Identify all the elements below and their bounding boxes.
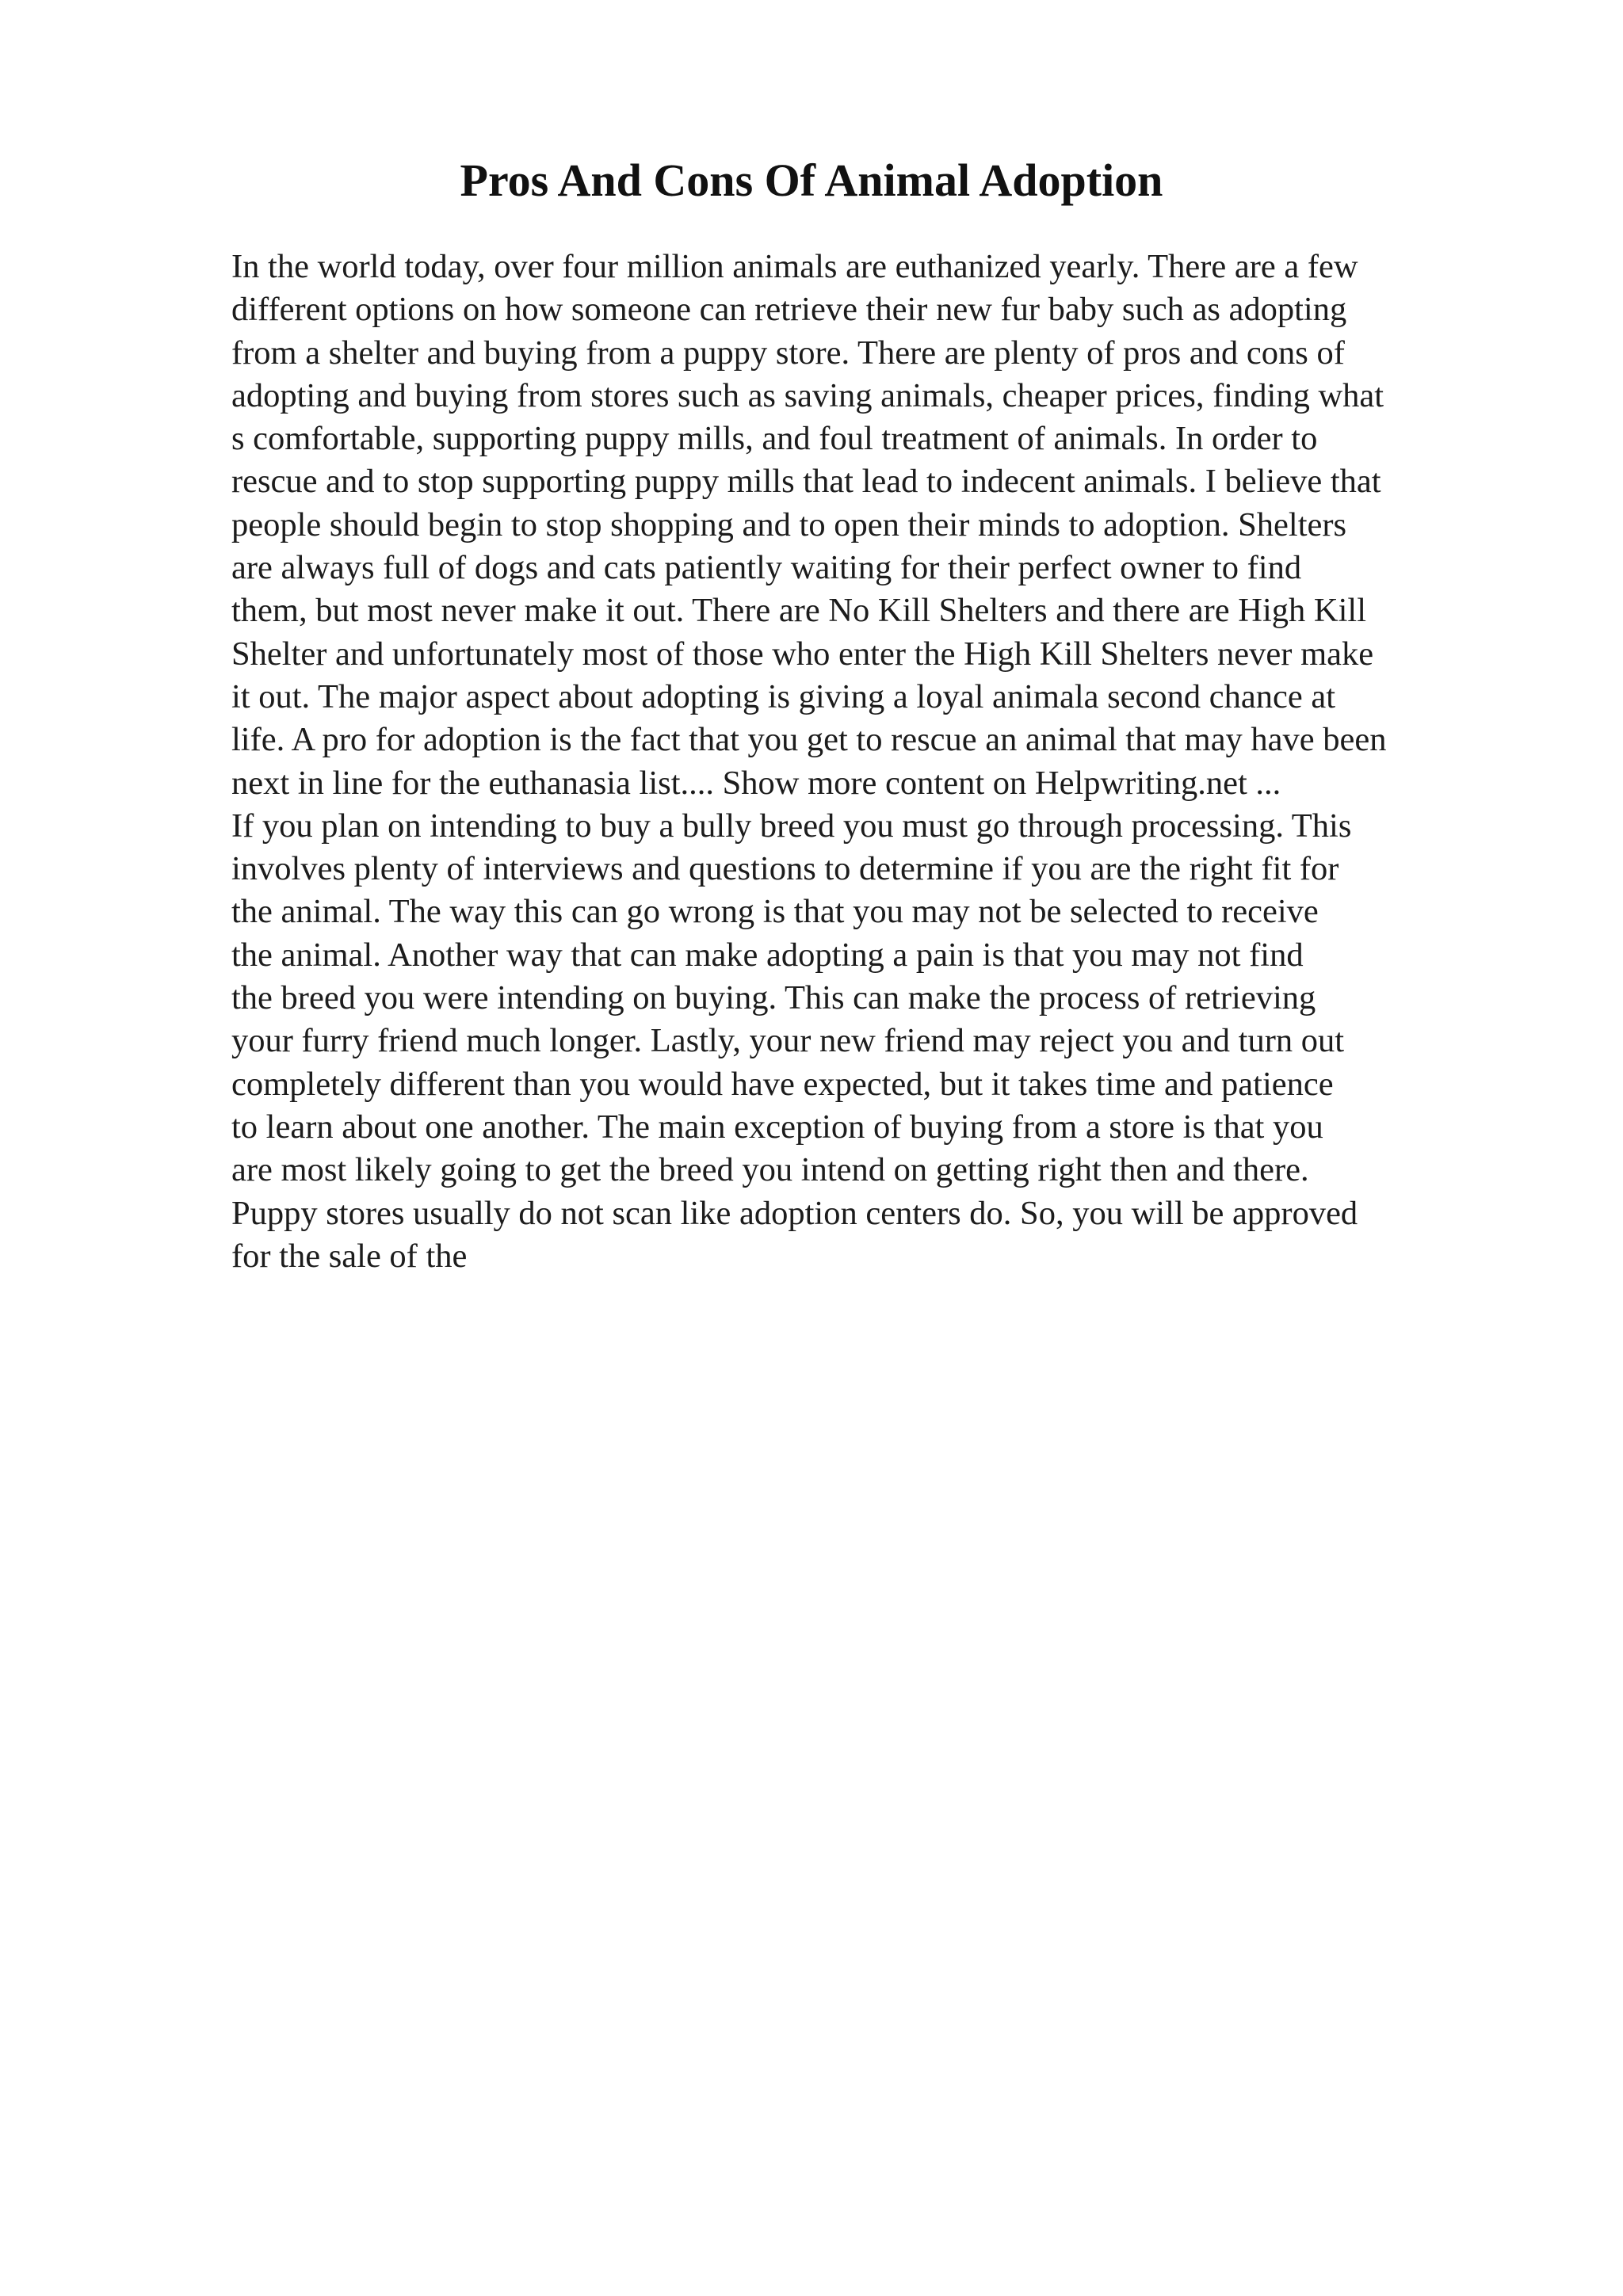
body-line: Shelter and unfortunately most of those who enter the High Kill Shelters never make [231, 635, 1374, 673]
body-line: are always full of dogs and cats patiently waiting for their perfect owner to find [231, 549, 1302, 587]
body-line: adopting and buying from stores such as saving animals, cheaper prices, finding what [231, 376, 1384, 414]
body-line: life. A pro for adoption is the fact that you get to rescue an animal that may have been [231, 721, 1387, 759]
body-line: Puppy stores usually do not scan like adoption centers do. So, you will be approved [231, 1194, 1358, 1232]
body-line: for the sale of the [231, 1237, 468, 1275]
body-line: If you plan on intending to buy a bully breed you must go through processing. This [231, 807, 1352, 845]
body-line: rescue and to stop supporting puppy mills that lead to indecent animals. I believe that [231, 463, 1381, 501]
body-line: next in line for the euthanasia list.... Show more content on Helpwriting.net ... [231, 764, 1281, 802]
body-line: them, but most never make it out. There are No Kill Shelters and there are High Kill [231, 592, 1367, 630]
document-title: Pros And Cons Of Animal Adoption [460, 154, 1163, 206]
body-line: the animal. The way this can go wrong is that you may not be selected to receive [231, 893, 1319, 931]
body-line: different options on how someone can retrieve their new fur baby such as adopting [231, 291, 1347, 329]
document-body [231, 246, 1515, 1278]
body-line: In the world today, over four million animals are euthanized yearly. There are a few [231, 248, 1358, 285]
body-line: the animal. Another way that can make adopting a pain is that you may not find [231, 936, 1304, 974]
body-line: from a shelter and buying from a puppy store. There are plenty of pros and cons of [231, 334, 1345, 372]
body-line: to learn about one another. The main exception of buying from a store is that you [231, 1108, 1323, 1146]
body-line: completely different than you would have expected, but it takes time and patience [231, 1065, 1334, 1103]
body-line: are most likely going to get the breed you intend on getting right then and there. [231, 1151, 1309, 1189]
body-line: involves plenty of interviews and questions to determine if you are the right fit for [231, 850, 1339, 888]
body-line: the breed you were intending on buying. This can make the process of retrieving [231, 979, 1316, 1017]
body-line: people should begin to stop shopping and to open their minds to adoption. Shelters [231, 505, 1347, 543]
body-line: s comfortable, supporting puppy mills, and foul treatment of animals. In order to [231, 420, 1318, 458]
body-line: your furry friend much longer. Lastly, your new friend may reject you and turn out [231, 1022, 1345, 1060]
body-line: it out. The major aspect about adopting is giving a loyal animala second chance at [231, 677, 1336, 715]
